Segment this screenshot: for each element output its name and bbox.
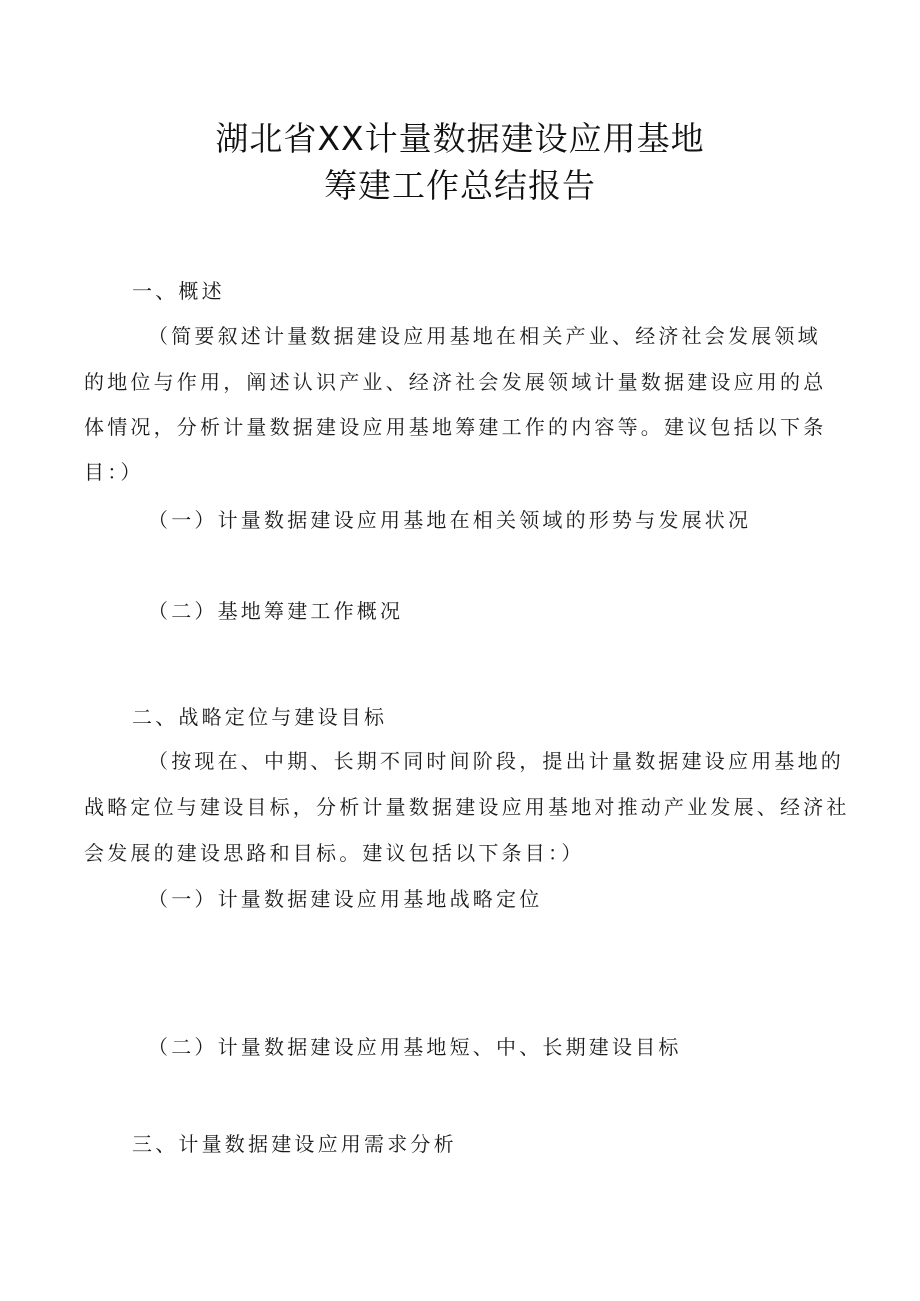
subsection-heading: （二）基地筹建工作概况 <box>148 599 404 623</box>
subsection-heading: （一）计量数据建设应用基地在相关领域的形势与发展状况 <box>148 508 752 532</box>
subsection-heading: （二）计量数据建设应用基地短、中、长期建设目标 <box>148 1035 682 1059</box>
subsection-heading: （一）计量数据建设应用基地战略定位 <box>148 887 543 911</box>
paragraph-line: 会发展的建设思路和目标。建议包括以下条目：） <box>84 841 585 865</box>
paragraph-line: （简要叙述计量数据建设应用基地在相关产业、经济社会发展领域 <box>148 324 821 348</box>
section-heading-demand-analysis: 三、计量数据建设应用需求分析 <box>132 1132 457 1156</box>
paragraph-line: 的地位与作用，阐述认识产业、经济社会发展领域计量数据建设应用的总 <box>84 370 827 394</box>
document-title-line-1: 湖北省XX计量数据建设应用基地 <box>215 119 705 158</box>
section-heading-overview: 一、概述 <box>132 279 225 303</box>
document-title-line-2: 筹建工作总结报告 <box>324 166 596 205</box>
section-heading-strategy: 二、战略定位与建设目标 <box>132 705 388 729</box>
paragraph-line: 目：） <box>84 460 144 484</box>
paragraph-line: 战略定位与建设目标，分析计量数据建设应用基地对推动产业发展、经济社 <box>84 795 850 819</box>
paragraph-line: （按现在、中期、长期不同时间阶段，提出计量数据建设应用基地的 <box>148 749 844 773</box>
paragraph-line: 体情况，分析计量数据建设应用基地筹建工作的内容等。建议包括以下条 <box>84 415 827 439</box>
